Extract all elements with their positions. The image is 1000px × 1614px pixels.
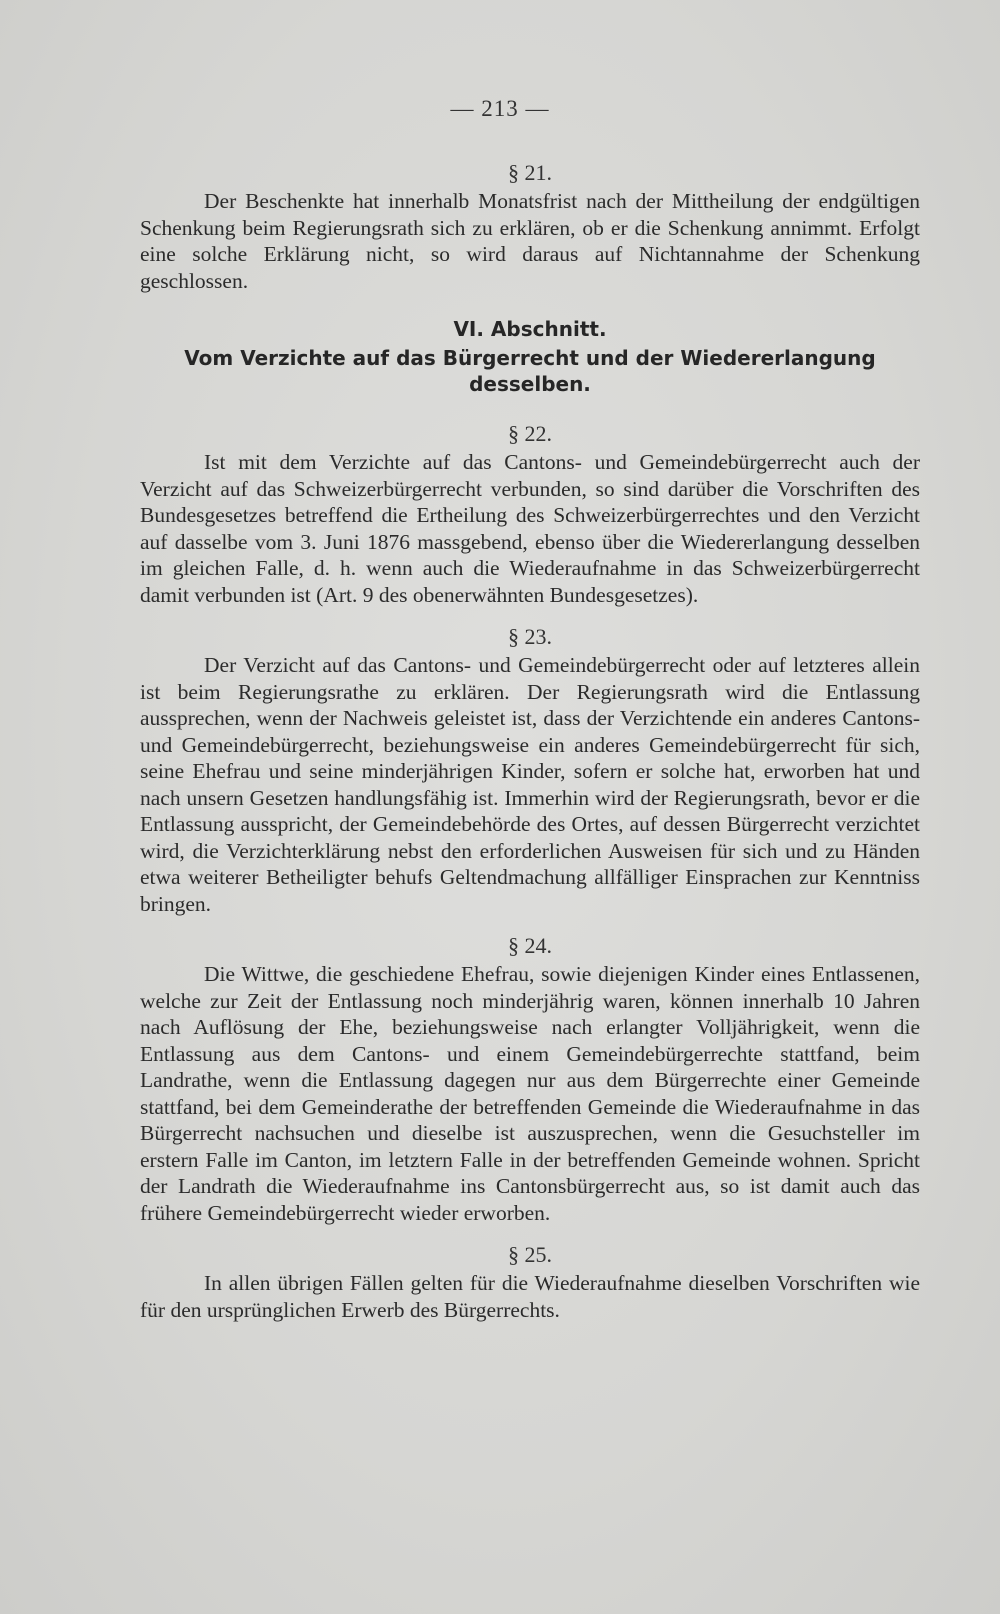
- section-22: [140, 419, 920, 608]
- section-mark: § 24.: [508, 933, 552, 958]
- section-text: Ist mit dem Verzichte auf das Cantons- und Gemeindebürgerrecht auch der Verzicht auf das Schweizerbürgerrecht verbunden, so sind darüber die Vorschriften des Bundesgesetzes betreffend die Ertheilung des Schweizerbürgerrechtes und den Verzicht auf dasselbe vom 3. Juni 1876 massgebend, ebenso über die Wiedererlangung desselben im gleichen Falle, d. h. wenn auch die Wiederaufnahme in das Schweizerbürgerrecht damit verbunden ist (Art. 9 des obenerwähnten Bundesgesetzes).: [140, 450, 920, 607]
- section-25: [140, 1240, 920, 1323]
- section-text: Der Verzicht auf das Cantons- und Gemeindebürgerrecht oder auf letzteres allein ist beim Regierungsrathe zu erklären. Der Regierungsrath wird die Entlassung aussprechen, wenn der Nachweis geleistet ist, dass der Verzichtende ein anderes Cantons- und Gemeindebürgerrecht, beziehungsweise ein anderes Gemeindebürgerrecht für sich, seine Ehefrau und seine minderjährigen Kinder, sofern er solche hat, erworben hat und nach unsern Gesetzen handlungsfähig ist. Immerhin wird der Regierungsrath, bevor er die Entlassung ausspricht, der Gemeindebehörde des Ortes, auf dessen Bürgerrecht verzichtet wird, die Verzichterklärung nebst den erforderlichen Ausweisen für sich und zu Händen etwa weiterer Betheiligter behufs Geltendmachung allfälliger Einsprachen zur Kenntniss bringen.: [140, 653, 920, 916]
- section-mark: § 21.: [508, 160, 552, 185]
- page-number: — 213 —: [450, 96, 550, 121]
- section-24: [140, 931, 920, 1226]
- page-content: [140, 158, 920, 1323]
- section-mark: § 25.: [508, 1242, 552, 1267]
- section-text: In allen übrigen Fällen gelten für die Wiederaufnahme dieselben Vorschriften wie für den ursprünglichen Erwerb des Bürgerrechts.: [140, 1271, 920, 1322]
- section-mark: § 22.: [508, 421, 552, 446]
- chapter-title: Vom Verzichte auf das Bürgerrecht und der Wiedererlangung desselben.: [184, 346, 876, 396]
- chapter-number: VI. Abschnitt.: [453, 317, 607, 341]
- section-mark: § 23.: [508, 624, 552, 649]
- section-23: [140, 622, 920, 917]
- section-text: Der Beschenkte hat innerhalb Monatsfrist nach der Mittheilung der endgültigen Schenkung beim Regierungsrath sich zu erklären, ob er die Schenkung annimmt. Erfolgt eine solche Erklärung nicht, so wird daraus auf Nichtannahme der Schenkung geschlossen.: [140, 189, 920, 293]
- section-21: [140, 158, 920, 294]
- section-text: Die Wittwe, die geschiedene Ehefrau, sowie diejenigen Kinder eines Entlassenen, welche zur Zeit der Entlassung noch minderjährig waren, können innerhalb 10 Jahren nach Auflösung der Ehe, beziehungsweise nach erlangter Volljährigkeit, wenn die Entlassung aus dem Cantons- und einem Gemeindebürgerrechte stattfand, beim Landrathe, wenn die Entlassung dagegen nur aus dem Bürgerrechte einer Gemeinde stattfand, bei dem Gemeinderathe der betreffenden Gemeinde die Wiederaufnahme in das Bürgerrecht nachsuchen und dieselbe ist auszusprechen, wenn die Gesuchsteller im erstern Falle im Canton, im letztern Falle in der betreffenden Gemeinde wohnen. Spricht der Landrath die Wiederaufnahme ins Cantonsbürgerrecht aus, so ist damit auch das frühere Gemeindebürgerrecht wieder erworben.: [140, 962, 920, 1225]
- chapter-heading: [140, 316, 920, 397]
